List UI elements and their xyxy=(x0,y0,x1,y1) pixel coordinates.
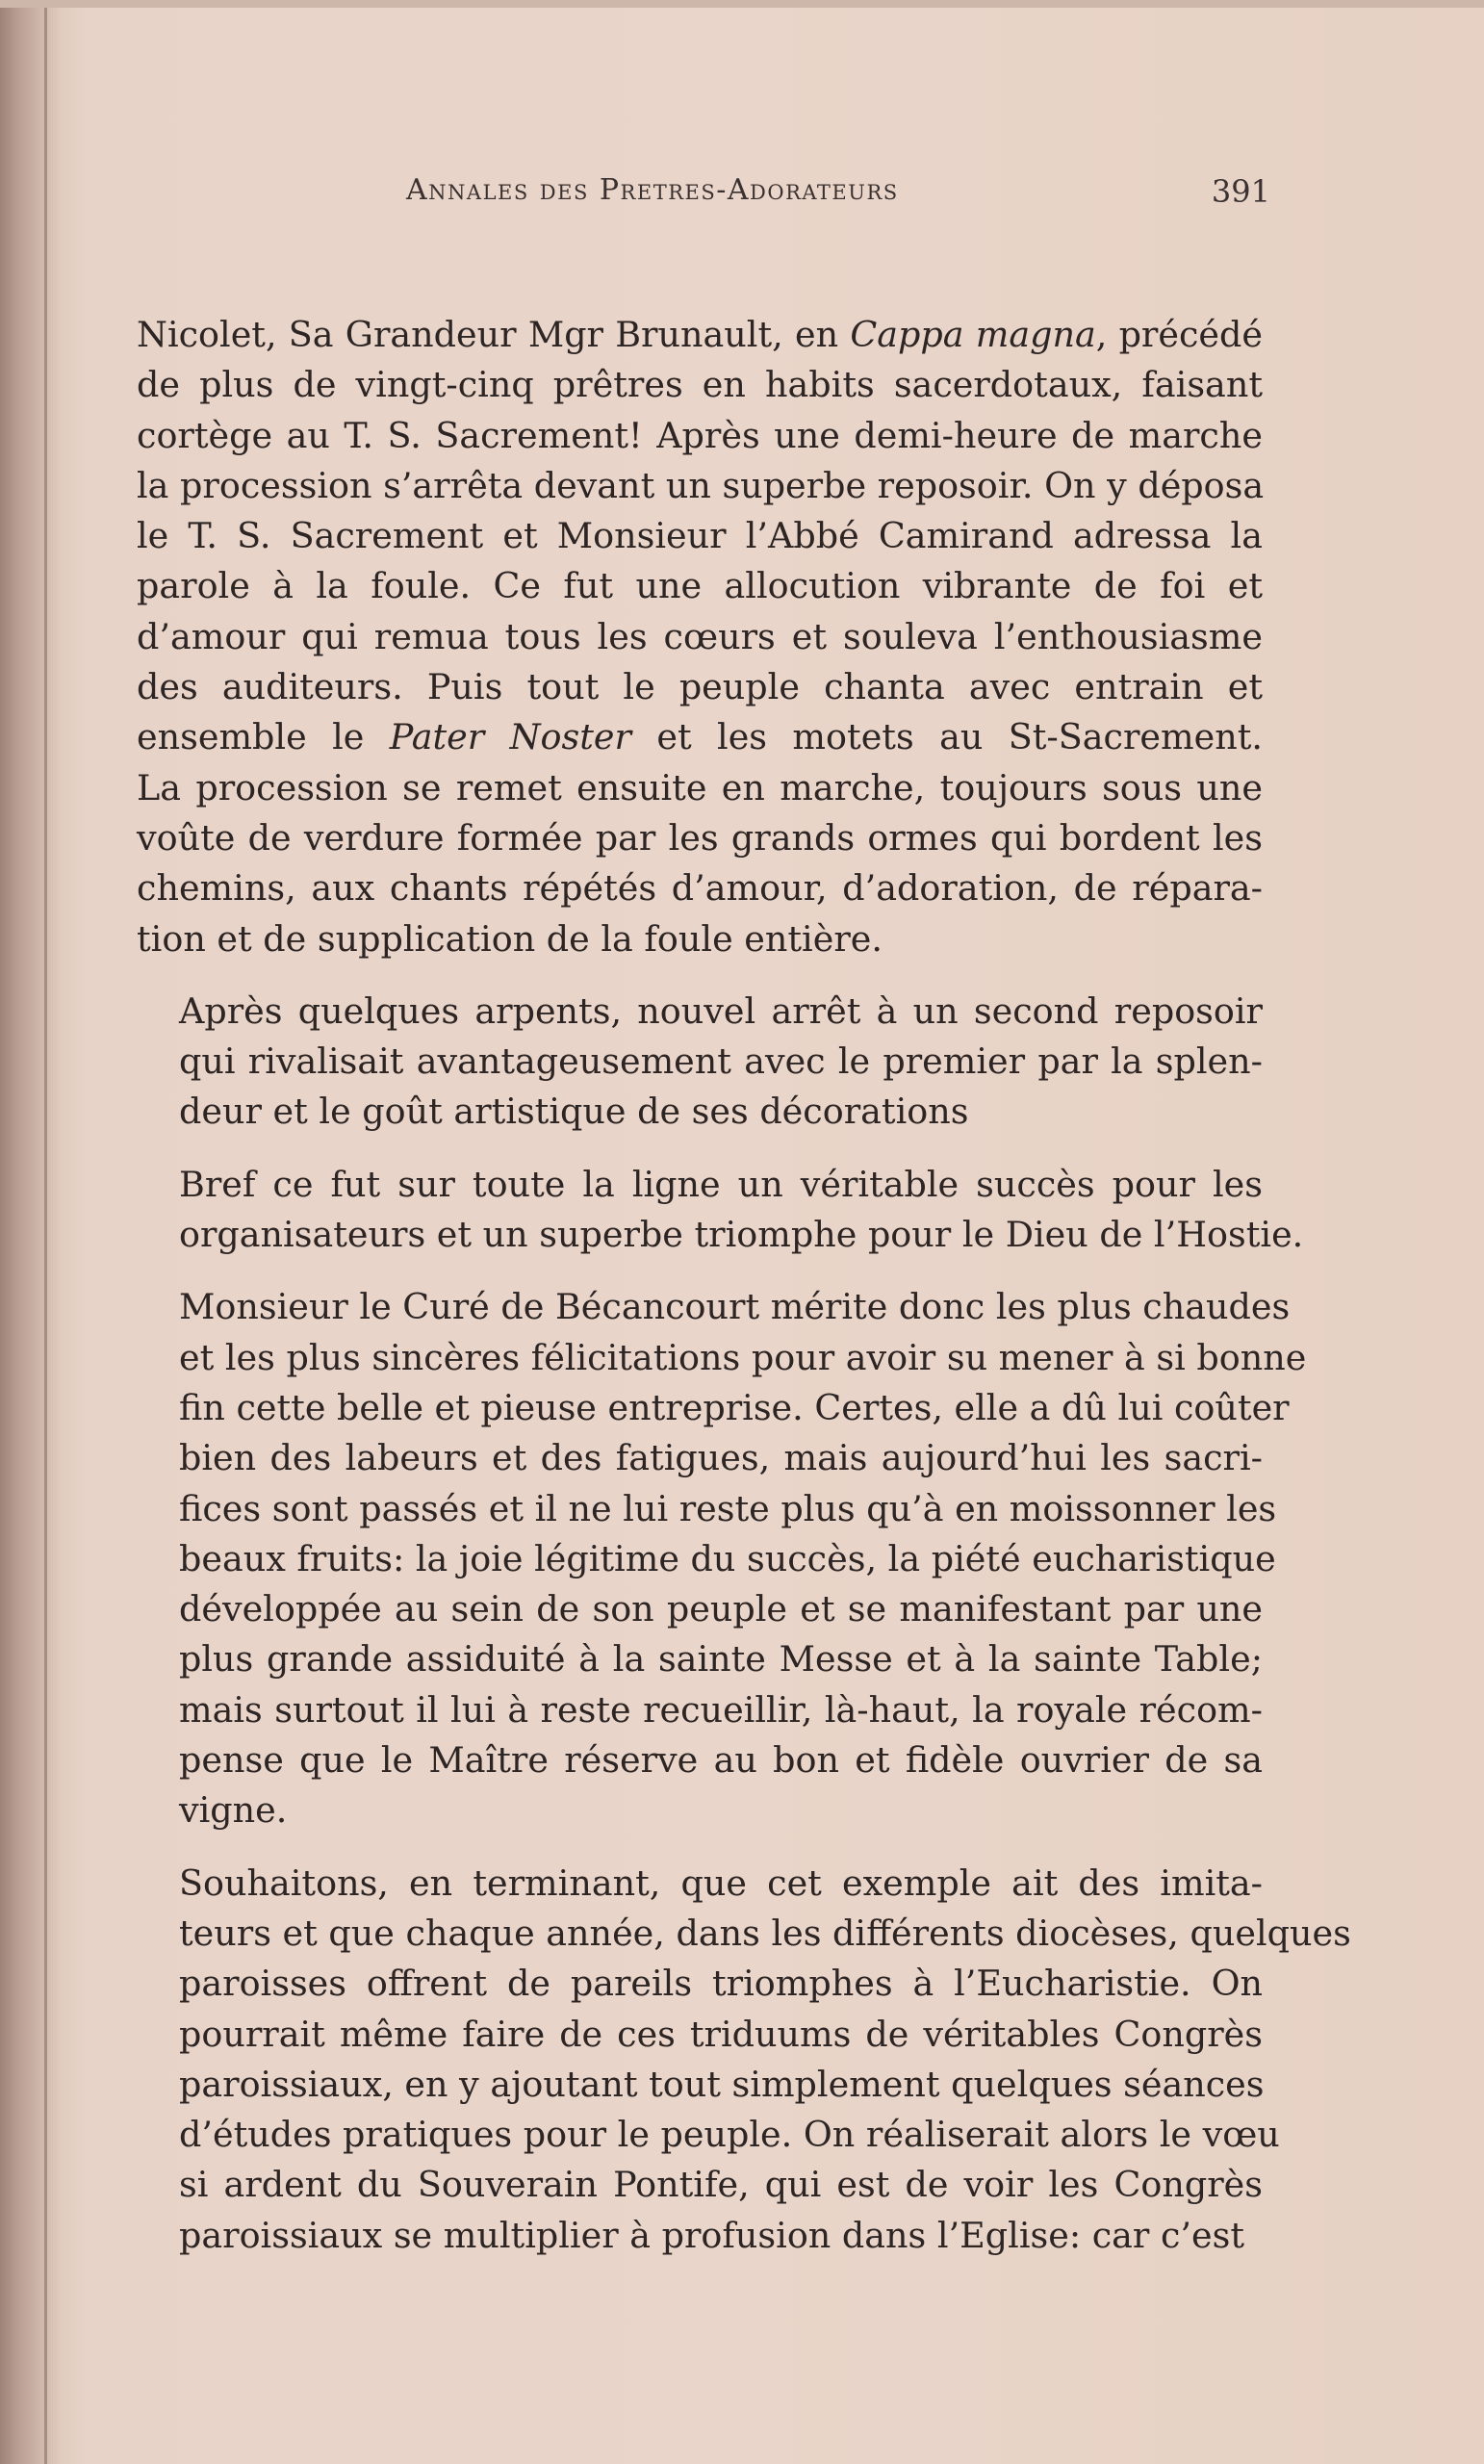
paragraph xyxy=(137,1282,1307,1835)
italic-text: Cappa magna xyxy=(850,314,1096,355)
page-top-edge xyxy=(0,0,1484,8)
text-line: plus grande assiduité à la sainte Messe et à la sainte Table; xyxy=(179,1638,1263,1681)
paragraph xyxy=(137,987,1263,1138)
text-line: vigne. xyxy=(179,1789,288,1832)
text-line: d’études pratiques pour le peuple. On réaliserait alors le vœu xyxy=(179,2114,1280,2156)
text-line: chemins, aux chants répétés d’amour, d’adoration, de répara- xyxy=(137,867,1263,910)
text-line: qui rivalisait avantageusement avec le premier par la splen- xyxy=(179,1040,1263,1083)
text-line: développée au sein de son peuple et se manifestant par une xyxy=(179,1588,1263,1630)
text-line: d’amour qui remua tous les cœurs et souleva l’enthousiasme xyxy=(137,615,1263,657)
text-line: deur et le goût artistique de ses décorations xyxy=(179,1091,969,1133)
paragraph xyxy=(137,310,1263,964)
text-line: Souhaitons, en terminant, que cet exemple ait des imita- xyxy=(179,1861,1263,1904)
text-line: Nicolet, Sa Grandeur Mgr Brunault, en Cappa magna, précédé xyxy=(137,314,1263,355)
running-header xyxy=(135,173,1270,221)
text-line: pourrait même faire de ces triduums de véritables Congrès xyxy=(179,2013,1263,2055)
text-line: fin cette belle et pieuse entreprise. Certes, elle a dû lui coûter xyxy=(179,1386,1290,1428)
text-line: voûte de verdure formée par les grands ormes qui bordent les xyxy=(137,816,1263,859)
text-line: parole à la foule. Ce fut une allocution vibrante de foi et xyxy=(137,565,1263,607)
text-line: Après quelques arpents, nouvel arrêt à un second reposoir xyxy=(179,989,1263,1032)
text-line: la procession s’arrêta devant un superbe reposoir. On y déposa xyxy=(137,464,1265,506)
text-line: paroissiaux se multiplier à profusion dans l’Eglise: car c’est xyxy=(179,2214,1245,2256)
text-line: teurs et que chaque année, dans les différents diocèses, quelques xyxy=(179,1912,1351,1954)
text-line: Monsieur le Curé de Bécancourt mérite donc les plus chaudes xyxy=(179,1286,1291,1328)
text-line: La procession se remet ensuite en marche, toujours sous une xyxy=(137,766,1263,808)
binding-gutter xyxy=(0,0,60,2464)
text-line: si ardent du Souverain Pontife, qui est de voir les Congrès xyxy=(179,2164,1263,2206)
text-line: bien des labeurs et des fatigues, mais aujourd’hui les sacri- xyxy=(179,1437,1263,1479)
paragraph xyxy=(137,1859,1351,2261)
text-line: tion et de supplication de la foule entière. xyxy=(137,917,883,960)
text-line: pense que le Maître réserve au bon et fidèle ouvrier de sa xyxy=(179,1739,1263,1782)
text-line: mais surtout il lui à reste recueillir, là-haut, la royale récom- xyxy=(179,1688,1263,1731)
text-line: cortège au T. S. Sacrement! Après une demi-heure de marche xyxy=(137,414,1263,456)
body-text xyxy=(137,310,1351,2261)
running-title: Annales des Pretres-Adorateurs xyxy=(406,173,899,207)
text-line: paroisses offrent de pareils triomphes à l’Eucharistie. On xyxy=(179,1963,1263,2005)
italic-text: Pater Noster xyxy=(389,716,631,758)
text-line: le T. S. Sacrement et Monsieur l’Abbé Camirand adressa la xyxy=(137,515,1263,557)
text-line: Bref ce fut sur toute la ligne un véritable succès pour les xyxy=(179,1163,1263,1205)
paragraph xyxy=(137,1160,1304,1261)
page-number: 391 xyxy=(1211,173,1270,210)
text-line: de plus de vingt-cinq prêtres en habits sacerdotaux, faisant xyxy=(137,364,1263,406)
text-line: et les plus sincères félicitations pour avoir su mener à si bonne xyxy=(179,1336,1307,1378)
text-line: fices sont passés et il ne lui reste plus qu’à en moissonner les xyxy=(179,1487,1277,1529)
binding-edge xyxy=(44,0,47,2464)
text-line: paroissiaux, en y ajoutant tout simplement quelques séances xyxy=(179,2063,1265,2105)
text-line: ensemble le Pater Noster et les motets au St-Sacrement. xyxy=(137,716,1264,758)
text-line: beaux fruits: la joie légitime du succès, la piété eucharistique xyxy=(179,1537,1276,1579)
text-line: organisateurs et un superbe triomphe pour le Dieu de l’Hostie. xyxy=(179,1214,1304,1256)
text-line: des auditeurs. Puis tout le peuple chanta avec entrain et xyxy=(137,666,1263,708)
